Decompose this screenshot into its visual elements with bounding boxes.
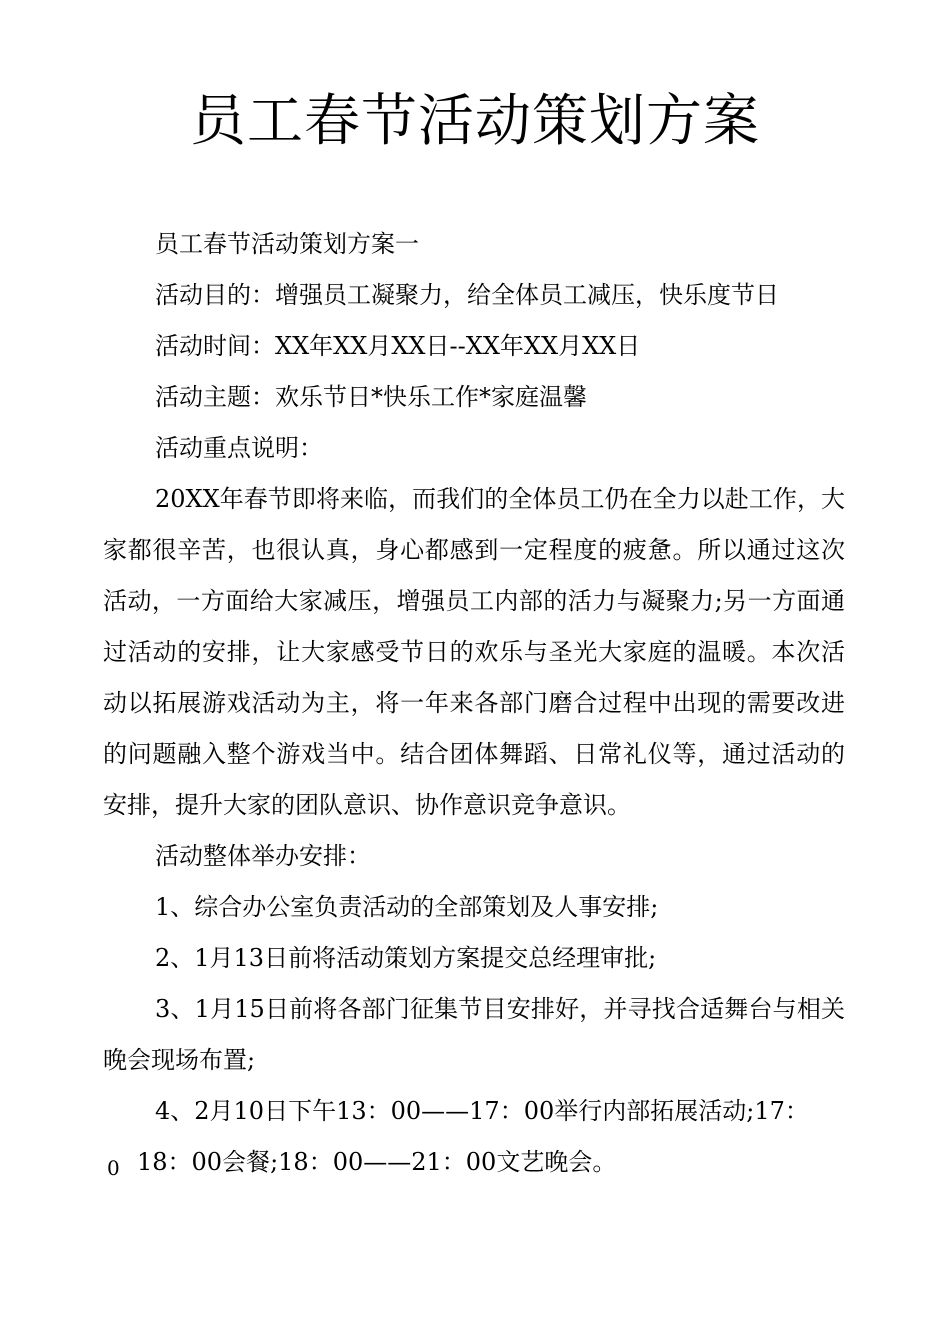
continuation-text: 18：00会餐;18：00——21：00文艺晚会。 xyxy=(137,1148,617,1176)
list-item-1: 1、综合办公室负责活动的全部策划及人事安排; xyxy=(155,893,659,921)
stray-mark: 0 xyxy=(107,1156,120,1180)
paragraph-key-notes-heading: 活动重点说明： xyxy=(155,434,323,462)
list-item-3: 3、1月15日前将各部门征集节目安排好，并寻找合适舞台与相关晚会现场布置; xyxy=(103,995,845,1074)
paragraph-subtitle: 员工春节活动策划方案一 xyxy=(155,230,419,258)
paragraph-arrangement-heading: 活动整体举办安排： xyxy=(155,842,371,870)
paragraph-key-notes: 20XX年春节即将来临，而我们的全体员工仍在全力以赴工作，大家都很辛苦，也很认真，身心都感到一定程度的疲惫。所以通过这次活动，一方面给大家减压，增强员工内部的活力与凝聚力;另一方面通过活动的安排，让大家感受节日的欢乐与圣光大家庭的温暖。本次活动以拓展游戏活动为主，将一年来各部门磨合过程中出现的需要改进的问题融入整个游戏当中。结合团体舞蹈、日常礼仪等，通过活动的安排，提升大家的团队意识、协作意识竞争意识。 xyxy=(103,485,845,819)
list-item-2: 2、1月13日前将活动策划方案提交总经理审批; xyxy=(155,944,657,972)
document-body xyxy=(103,219,845,1188)
document-title: 员工春节活动策划方案 xyxy=(190,89,760,154)
paragraph-purpose: 活动目的：增强员工凝聚力，给全体员工减压，快乐度节日 xyxy=(155,281,779,309)
paragraph-time: 活动时间：XX年XX月XX日--XX年XX月XX日 xyxy=(155,332,641,360)
paragraph-theme: 活动主题：欢乐节日*快乐工作*家庭温馨 xyxy=(155,383,587,411)
list-item-4: 4、2月10日下午13：00——17：00举行内部拓展活动;17： xyxy=(155,1097,809,1125)
list-item-4-continuation xyxy=(103,1137,845,1188)
